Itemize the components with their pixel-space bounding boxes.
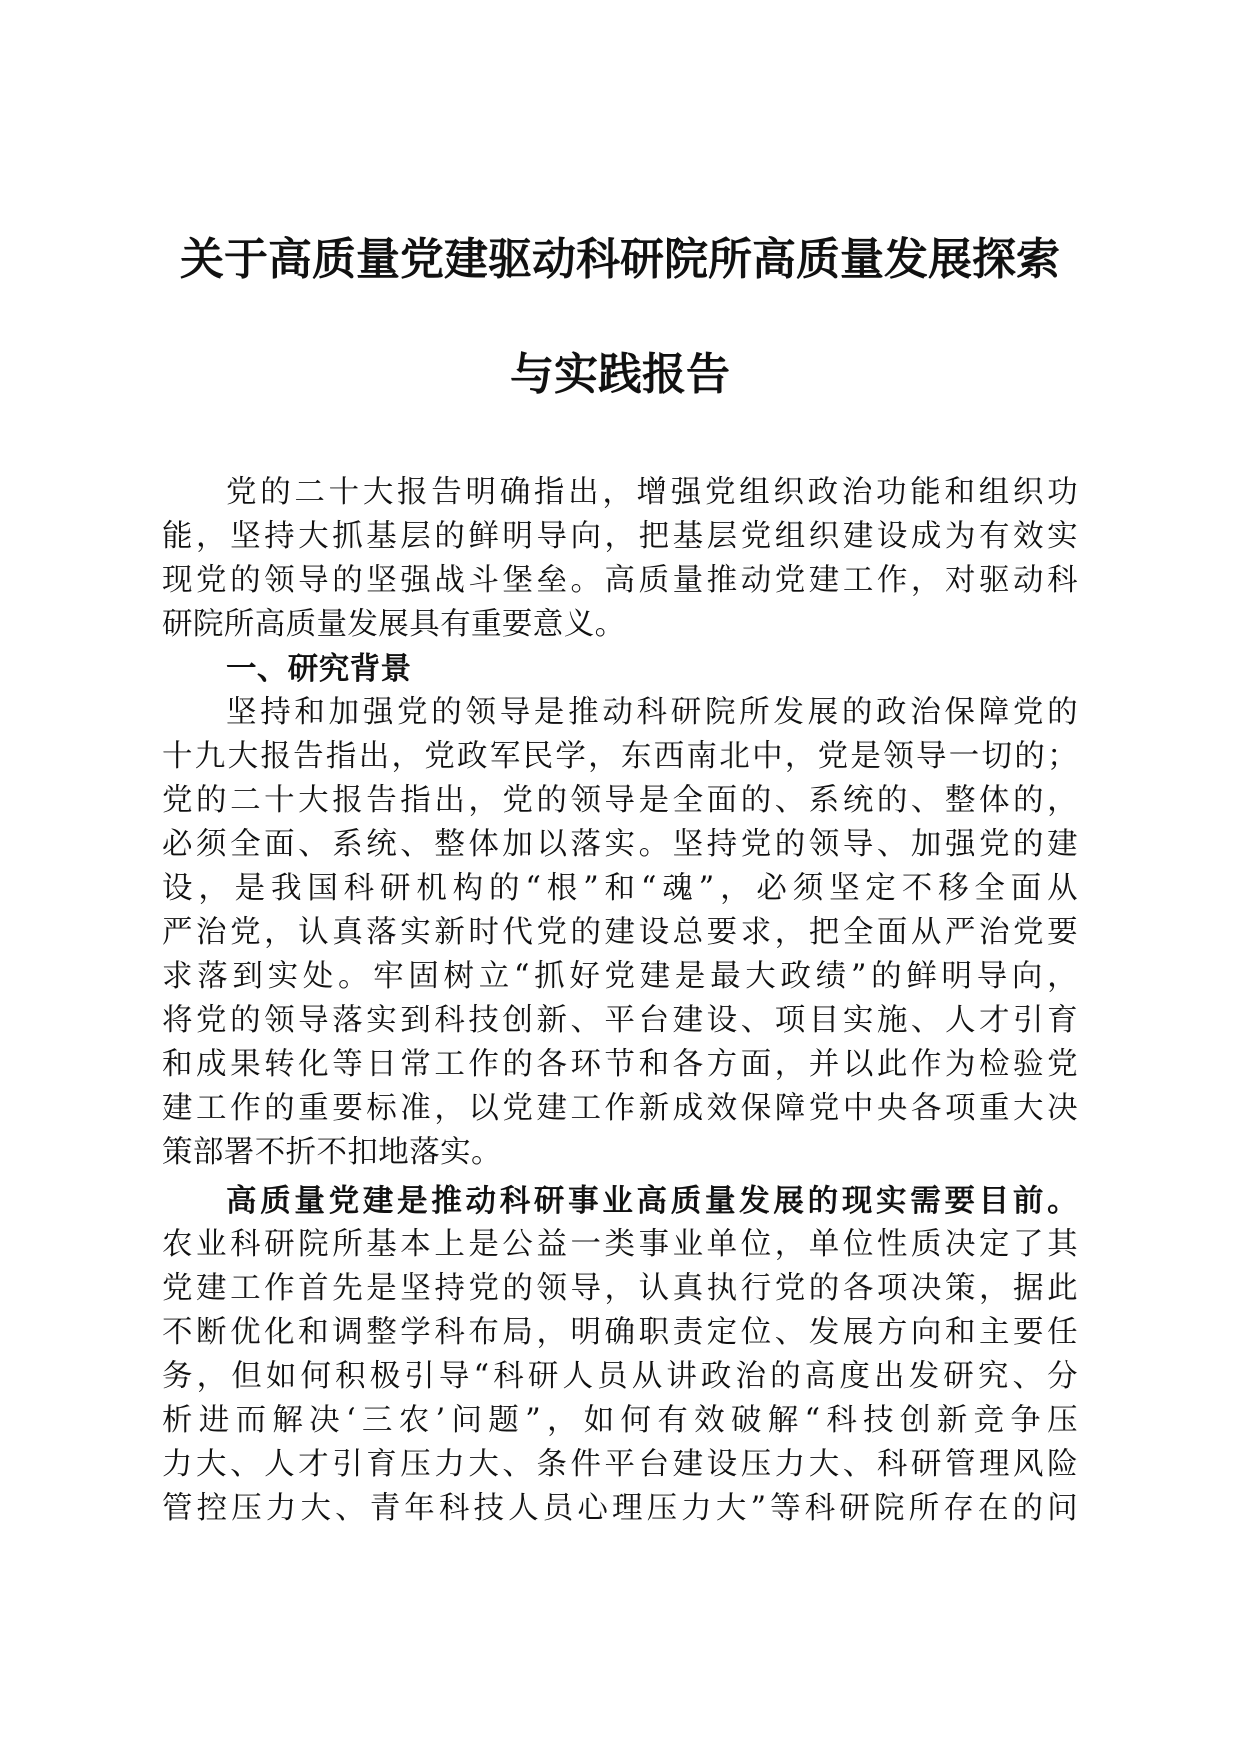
paragraph-line: 不断优化和调整学科布局，明确职责定位、发展方向和主要任 <box>162 1315 1078 1350</box>
paragraph-line: 和成果转化等日常工作的各环节和各方面，并以此作为检验党 <box>162 1047 1078 1082</box>
paragraph-line: 现党的领导的坚强战斗堡垒。高质量推动党建工作，对驱动科 <box>162 563 1078 598</box>
paragraph-line: 力大、人才引育压力大、条件平台建设压力大、科研管理风险 <box>162 1447 1078 1482</box>
paragraph-line: 建工作的重要标准，以党建工作新成效保障党中央各项重大决 <box>162 1091 1078 1126</box>
paragraph-line: 能，坚持大抓基层的鲜明导向，把基层党组织建设成为有效实 <box>162 519 1078 554</box>
paragraph-line: 管控压力大、青年科技人员心理压力大”等科研院所存在的问 <box>162 1491 1078 1526</box>
paragraph-line: 设，是我国科研机构的“根”和“魂”，必须坚定不移全面从 <box>162 871 1078 906</box>
paragraph-line: 析进而解决‘三农’问题”，如何有效破解“科技创新竞争压 <box>162 1403 1078 1438</box>
paragraph-line: 党的二十大报告明确指出，增强党组织政治功能和组织功 <box>226 475 1078 510</box>
paragraph-line: 坚持和加强党的领导是推动科研院所发展的政治保障党的 <box>226 695 1078 730</box>
section-heading: 一、研究背景 <box>226 651 412 687</box>
paragraph-line: 求落到实处。牢固树立“抓好党建是最大政绩”的鲜明导向， <box>162 959 1078 994</box>
paragraph-line: 必须全面、系统、整体加以落实。坚持党的领导、加强党的建 <box>162 827 1078 862</box>
paragraph-line: 策部署不折不扣地落实。 <box>162 1135 502 1170</box>
bold-lead-sentence: 高质量党建是推动科研事业高质量发展的现实需要目前。 <box>226 1183 1078 1219</box>
paragraph-line: 党的二十大报告指出，党的领导是全面的、系统的、整体的， <box>162 783 1078 818</box>
paragraph-line: 十九大报告指出，党政军民学，东西南北中，党是领导一切的； <box>162 739 1078 774</box>
paragraph-line: 严治党，认真落实新时代党的建设总要求，把全面从严治党要 <box>162 915 1078 950</box>
paragraph-line: 农业科研院所基本上是公益一类事业单位，单位性质决定了其 <box>162 1227 1078 1262</box>
paragraph-line: 将党的领导落实到科技创新、平台建设、项目实施、人才引育 <box>162 1003 1078 1038</box>
document-title-line-1: 关于高质量党建驱动科研院所高质量发展探索 <box>180 234 1060 285</box>
paragraph-line: 研院所高质量发展具有重要意义。 <box>162 607 626 642</box>
paragraph-line: 务，但如何积极引导“科研人员从讲政治的高度出发研究、分 <box>162 1359 1078 1394</box>
document-title-line-2: 与实践报告 <box>510 349 730 400</box>
paragraph-line: 党建工作首先是坚持党的领导，认真执行党的各项决策，据此 <box>162 1271 1078 1306</box>
